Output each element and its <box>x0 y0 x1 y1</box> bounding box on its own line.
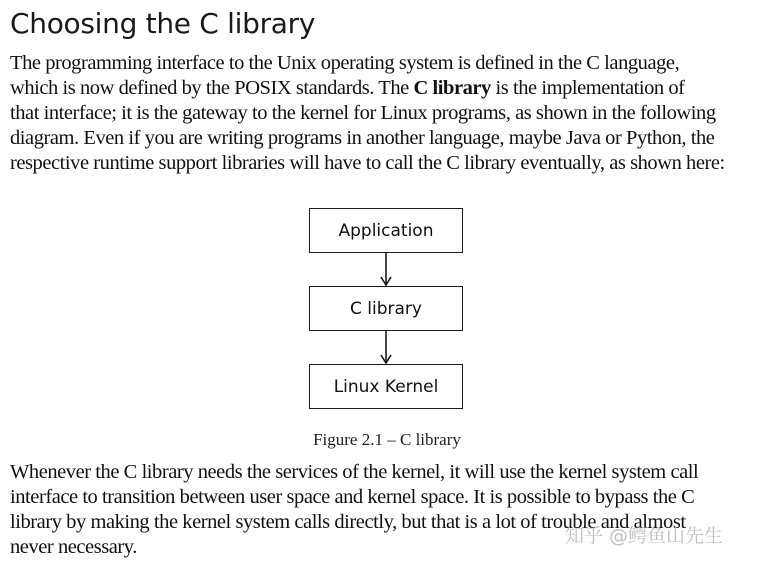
watermark: 知乎 @鳄鱼山先生 <box>565 525 724 547</box>
figure-caption <box>0 429 774 451</box>
diagram-box-linux-kernel: Linux Kernel <box>309 364 463 409</box>
outro-line-4: never necessary. <box>10 536 137 558</box>
c-library-term: C library <box>413 77 491 99</box>
intro-line-4: diagram. Even if you are writing programs in another language, maybe Java or Python, the <box>10 127 715 149</box>
figure-caption-text: Figure 2.1 – C library <box>313 430 461 449</box>
intro-line-3: that interface; it is the gateway to the kernel for Linux programs, as shown in the following <box>10 102 716 124</box>
outro-line-1: Whenever the C library needs the services of the kernel, it will use the kernel system call <box>10 461 699 483</box>
intro-line-5: respective runtime support libraries will have to call the C library eventually, as shown here: <box>10 152 725 174</box>
outro-line-2: interface to transition between user space and kernel space. It is possible to bypass the C <box>10 486 695 508</box>
arrow-down-icon <box>378 331 394 364</box>
outro-line-3: library by making the kernel system calls directly, but that is a lot of trouble and almost <box>10 511 686 533</box>
intro-line-2-end: is the implementation of <box>490 77 685 99</box>
section-heading: Choosing the C library <box>10 7 316 40</box>
intro-line-2-start: which is now defined by the POSIX standards. The <box>10 77 414 99</box>
intro-line-1: The programming interface to the Unix operating system is defined in the C language, <box>10 52 680 74</box>
diagram-box-c-library: C library <box>309 286 463 331</box>
diagram-box-application: Application <box>309 208 463 253</box>
intro-paragraph <box>10 51 770 176</box>
intro-line-2 <box>10 76 770 101</box>
arrow-down-icon <box>378 253 394 286</box>
